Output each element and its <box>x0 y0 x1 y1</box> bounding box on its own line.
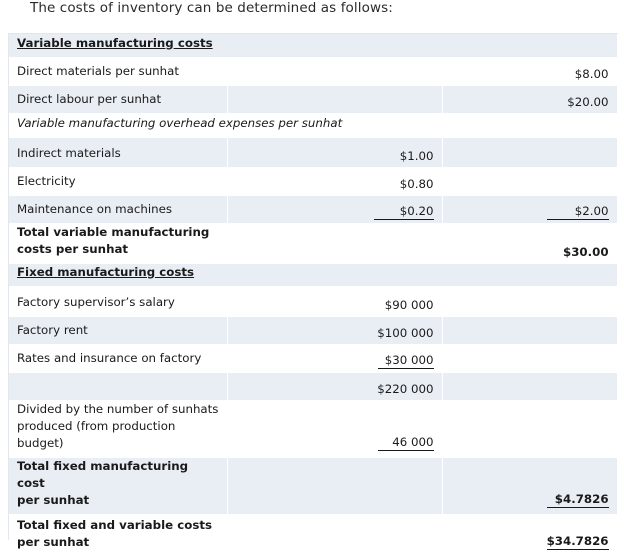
table-row <box>9 316 617 344</box>
row-right-value: $30.00 <box>442 223 617 263</box>
table-row <box>9 223 617 263</box>
table-row <box>9 137 617 167</box>
row-label <box>9 372 227 400</box>
row-label-total-variable: Total variable manufacturing costs per sunhat <box>9 223 442 263</box>
table-row <box>9 167 617 195</box>
row-right-value <box>442 286 617 316</box>
row-right-value <box>442 372 617 400</box>
row-label-total-combined: Total fixed and variable costs per sunhat <box>9 514 442 556</box>
row-label: Factory rent <box>9 316 227 344</box>
row-label-total-fixed: Total fixed manufacturing cost per sunhat <box>9 457 227 514</box>
row-label: Electricity <box>9 167 227 195</box>
row-right-value: $8.00 <box>442 57 617 85</box>
row-mid-value: $0.80 <box>227 167 442 195</box>
table-row <box>9 195 617 223</box>
row-label: Indirect materials <box>9 137 227 167</box>
row-right-value <box>442 316 617 344</box>
table-row <box>9 372 617 400</box>
row-right-value <box>442 167 617 195</box>
inventory-cost-table <box>9 34 618 557</box>
section-heading-fixed: Fixed manufacturing costs <box>9 263 617 286</box>
row-mid-value: 46 000 <box>227 400 442 457</box>
table-row <box>9 344 617 372</box>
table-row <box>9 85 617 113</box>
row-label: Rates and insurance on factory <box>9 344 227 372</box>
table-row <box>9 457 617 514</box>
row-mid-value <box>227 457 442 514</box>
row-right-value <box>442 137 617 167</box>
row-right-value: $4.7826 <box>442 457 617 514</box>
table-row <box>9 34 617 57</box>
section-heading-variable: Variable manufacturing costs <box>9 34 617 57</box>
section-subheading-overhead: Variable manufacturing overhead expenses per sunhat <box>9 113 617 137</box>
row-right-value: $2.00 <box>442 195 617 223</box>
row-label: Divided by the number of sunhats produced (from production budget) <box>9 400 227 457</box>
row-mid-value: $30 000 <box>227 344 442 372</box>
row-mid-value: $100 000 <box>227 316 442 344</box>
row-label: Factory supervisor’s salary <box>9 286 227 316</box>
cost-table-container <box>8 33 618 549</box>
table-row <box>9 57 617 85</box>
row-mid-value: $1.00 <box>227 137 442 167</box>
row-label: Direct labour per sunhat <box>9 85 227 113</box>
table-row <box>9 400 617 457</box>
table-row <box>9 514 617 556</box>
row-right-value: $34.7826 <box>442 514 617 556</box>
table-row <box>9 263 617 286</box>
row-mid-value: $0.20 <box>227 195 442 223</box>
row-label: Maintenance on machines <box>9 195 227 223</box>
row-mid-value <box>227 85 442 113</box>
row-mid-value: $90 000 <box>227 286 442 316</box>
row-label: Direct materials per sunhat <box>9 57 442 85</box>
table-row <box>9 113 617 137</box>
row-mid-value: $220 000 <box>227 372 442 400</box>
row-right-value <box>442 344 617 372</box>
intro-text: The costs of inventory can be determined as follows: <box>30 0 393 16</box>
row-right-value: $20.00 <box>442 85 617 113</box>
row-right-value <box>442 400 617 457</box>
table-row <box>9 286 617 316</box>
